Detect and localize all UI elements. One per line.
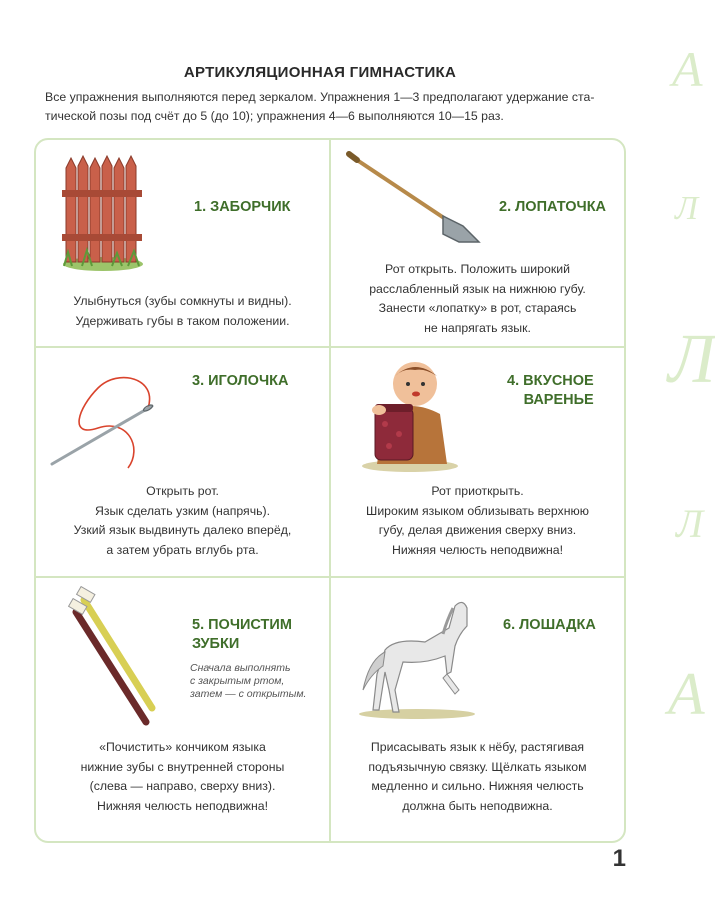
horse-icon xyxy=(355,590,485,725)
decorative-letter: Л xyxy=(676,501,704,546)
decorative-letter: Л xyxy=(668,321,715,398)
exercise-card-4 xyxy=(331,348,624,576)
intro-line: тической позы под счёт до 5 (до 10); упражнения 4—6 выполняются 10—15 раз. xyxy=(45,109,504,123)
fence-icon xyxy=(62,154,144,277)
page-number: 1 xyxy=(612,845,626,872)
toothbrushes-icon xyxy=(72,588,162,733)
decorative-letter: Л xyxy=(675,190,699,227)
decorative-letter: А xyxy=(668,661,705,727)
exercise-title: 4. ВКУСНОЕ ВАРЕНЬЕ xyxy=(507,373,594,408)
exercise-card-2 xyxy=(331,140,624,346)
exercise-description: Рот приоткрыть. Широким языком облизывать верхнюю губу, делая движения сверху вниз. Нижняя челюсть неподвижна! xyxy=(366,484,589,557)
exercise-description: Улыбнуться (зубы сомкнуты и видны). Удерживать губы в таком положении. xyxy=(73,294,292,328)
exercise-description: Присасывать язык к нёбу, растягивая подъязычную связку. Щёлкать языком медленно и сильно. Нижняя челюсть должна быть неподвижна. xyxy=(368,740,587,813)
exercise-description: Открыть рот. Язык сделать узким (напрячь). Узкий язык выдвинуть далеко вперёд, а затем убрать вглубь рта. xyxy=(73,484,292,557)
exercise-description: «Почистить» кончиком языка нижние зубы с внутренней стороны (слева — направо, сверху вниз). Нижняя челюсть неподвижна! xyxy=(80,740,285,813)
needle-icon xyxy=(48,368,168,483)
exercise-title: 3. ИГОЛОЧКА xyxy=(192,373,289,389)
page-title: АРТИКУЛЯЦИОННАЯ ГИМНАСТИКА xyxy=(183,64,457,81)
exercise-description: Рот открыть. Положить широкий расслабленный язык на нижнюю губу. Занести «лопатку» в рот, стараясь не напрягать язык. xyxy=(369,262,586,335)
exercise-note: Сначала выполнять с закрытым ртом, затем — с открытым. xyxy=(190,662,307,700)
exercise-card-5 xyxy=(36,578,329,843)
exercise-title: 5. ПОЧИСТИМ ЗУБКИ xyxy=(192,617,292,652)
child-with-jam-icon xyxy=(355,354,465,477)
exercise-card-6 xyxy=(331,578,624,843)
exercise-title: 2. ЛОПАТОЧКА xyxy=(499,199,607,215)
exercise-title: 6. ЛОШАДКА xyxy=(503,617,596,633)
exercise-card-3 xyxy=(36,348,329,576)
exercise-card-1 xyxy=(36,140,329,346)
intro-text xyxy=(45,88,620,126)
exercise-grid xyxy=(34,138,626,843)
exercise-title: 1. ЗАБОРЧИК xyxy=(194,199,291,215)
shovel-icon xyxy=(347,150,487,251)
intro-line: Все упражнения выполняются перед зеркалом. Упражнения 1—3 предполагают удержание ста- xyxy=(45,90,595,104)
decorative-letter: А xyxy=(672,41,703,97)
